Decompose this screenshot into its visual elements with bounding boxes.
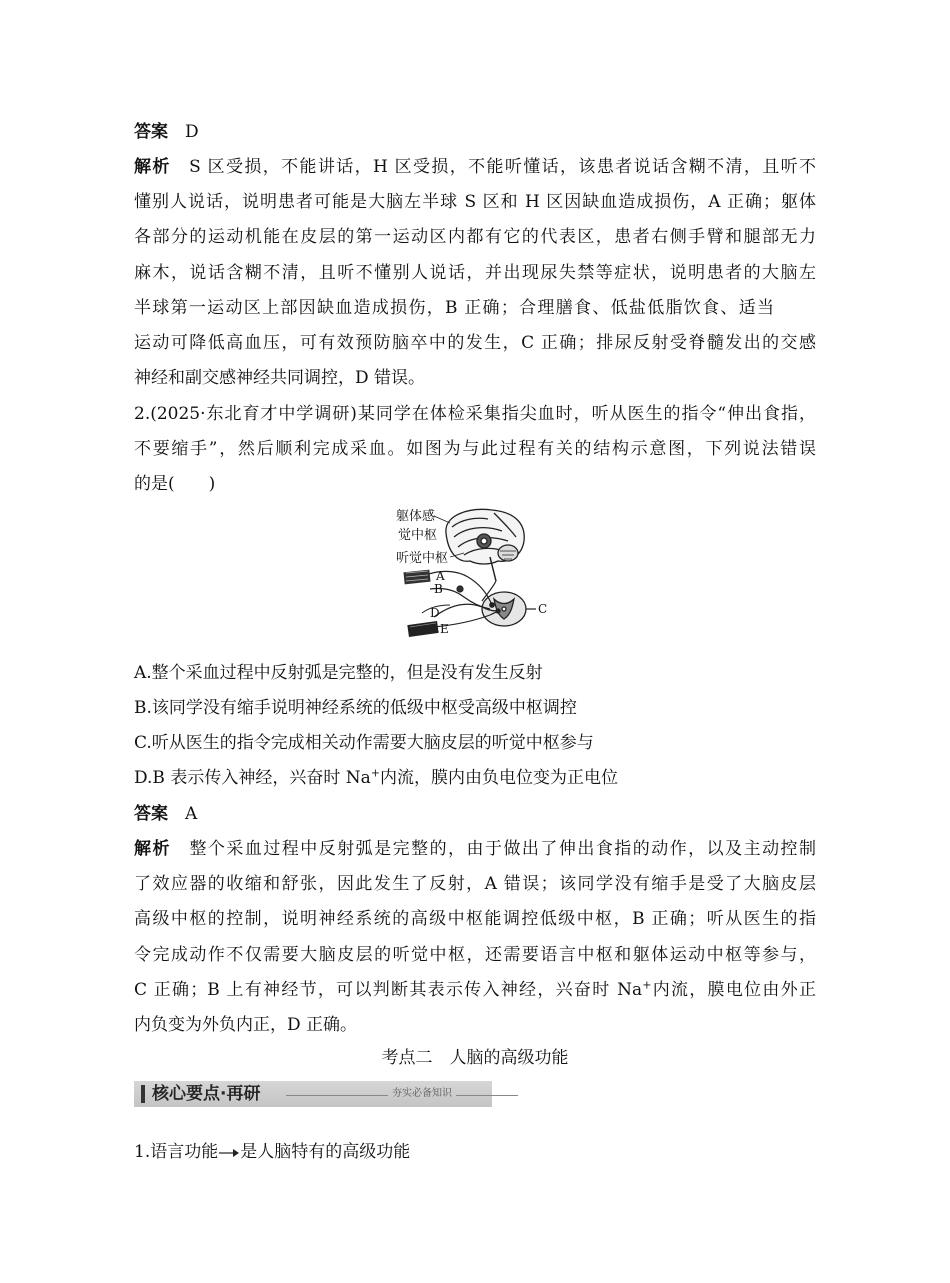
option-b: B.该同学没有缩手说明神经系统的低级中枢受高级中枢调控	[134, 698, 577, 718]
q2-stem-line-2: 的是( )	[134, 474, 216, 494]
label-c: C	[538, 602, 548, 616]
banner-tail-rule	[486, 1095, 494, 1096]
label-a: A	[436, 569, 445, 583]
q2-analysis-line-1: 了效应器的收缩和舒张，因此发生了反射，A 错误；该同学没有缩手是受了大脑皮层	[134, 874, 816, 894]
q2-analysis-line-0: 解析 整个采血过程中反射弧是完整的，由于做出了伸出食指的动作，以及主动控制	[134, 839, 817, 859]
q1-answer	[134, 120, 199, 144]
label-e: E	[440, 622, 449, 636]
brain-shape	[446, 509, 524, 581]
q2-analysis-line-2: 高级中枢的控制，说明神经系统的高级中枢能调控低级中枢，B 正确；听从医生的指	[134, 909, 816, 929]
answer-value: D	[185, 122, 199, 142]
label-b: B	[434, 582, 443, 596]
arrow-right-icon	[218, 1147, 240, 1159]
label-d: D	[430, 606, 440, 620]
q1-analysis-line-5: 运动可降低高血压，可有效预防脑卒中的发生，C 正确；排尿反射受脊髓发出的交感	[134, 333, 816, 353]
q1-analysis-line-6: 神经和副交感神经共同调控，D 错误。	[134, 368, 426, 388]
reflex-arc-diagram	[394, 505, 554, 641]
option-c: C.听从医生的指令完成相关动作需要大脑皮层的听觉中枢参与	[134, 733, 594, 753]
section-banner	[134, 1081, 492, 1107]
answer-label: 答案	[134, 804, 168, 824]
q1-analysis-line-2: 各部分的运动机能在皮层的第一运动区内都有它的代表区，患者右侧手臂和腿部无力	[134, 227, 816, 247]
q1-analysis-line-1: 懂别人说话，说明患者可能是大脑左半球 S 区和 H 区因缺血造成损伤，A 正确；躯体	[134, 192, 816, 212]
effector-muscle	[407, 621, 438, 637]
label-auditory-center: 听觉中枢	[396, 551, 449, 566]
section-title: 考点二 人脑的高级功能	[381, 1048, 569, 1068]
point-1: 1.语言功能 是人脑特有的高级功能	[134, 1142, 411, 1162]
q2-analysis-line-5: 内负变为外负内正，D 正确。	[134, 1015, 358, 1035]
q2-stem-line-1: 不要缩手”，然后顺利完成采血。如图为与此过程有关的结构示意图，下列说法错误	[134, 439, 816, 459]
banner-title: 核心要点·再研	[152, 1084, 261, 1104]
q1-analysis-line-0: 解析 S 区受损，不能讲话，H 区受损，不能听懂话，该患者说话含糊不清，且听不	[134, 157, 817, 177]
banner-subtitle: 夯实必备知识	[388, 1081, 456, 1107]
analysis-label: 解析	[134, 157, 171, 177]
reflex-arc-figure	[394, 505, 554, 641]
label-somatosensory-2: 觉中枢	[398, 528, 438, 543]
q1-analysis-line-4: 半球第一运动区上部因缺血造成损伤，B 正确；合理膳食、低盐低脂饮食、适当	[134, 298, 774, 318]
label-somatosensory-1: 躯体感	[396, 509, 436, 524]
q1-analysis-line-3: 麻木，说话含糊不清，且听不懂别人说话，并出现尿失禁等症状，说明患者的大脑左	[134, 263, 816, 283]
banner-bar	[141, 1085, 145, 1103]
option-d: D.B 表示传入神经，兴奋时 Na+内流，膜内由负电位变为正电位	[134, 766, 618, 788]
option-a: A.整个采血过程中反射弧是完整的，但是没有发生反射	[134, 663, 543, 683]
answer-value: A	[185, 804, 198, 824]
analysis-label: 解析	[134, 839, 171, 859]
receptor-finger	[403, 570, 430, 585]
q2-stem-line-0: 2.(2025·东北育才中学调研)某同学在体检采集指尖血时，听从医生的指令“伸出食指，	[134, 404, 816, 424]
q2-answer	[134, 802, 197, 826]
answer-label: 答案	[134, 122, 168, 142]
q2-analysis-line-4: C 正确；B 上有神经节，可以判断其表示传入神经，兴奋时 Na+内流，膜电位由外正	[134, 978, 816, 1000]
q2-analysis-line-3: 令完成动作不仅需要大脑皮层的听觉中枢，还需要语言中枢和躯体运动中枢等参与，	[134, 945, 816, 965]
